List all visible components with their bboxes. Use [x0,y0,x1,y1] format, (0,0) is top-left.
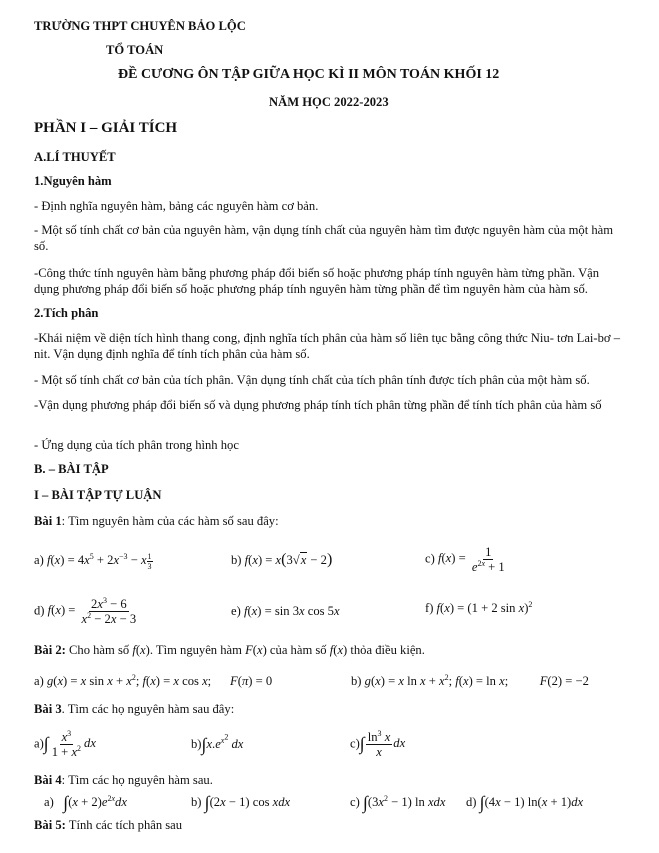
formula: g(x) = x $\ln x + x^2$; f(x) = ln x; F(2) = −2 [364,672,589,688]
bai1-item-f [425,601,532,616]
bai2-text-2: . Tìm nguyên hàm [149,643,246,657]
formula: $\int x.e^{x^2}$ dx [201,732,244,755]
bai2-text-3: của hàm số [266,643,330,657]
bai4-item-a [44,792,127,813]
bai2-heading: Bài 2: Cho hàm số f(x). Tìm nguyên hàm F(x) của hàm số f(x) thỏa điều kiện. [34,643,425,657]
item-label: f) [425,601,434,615]
item-label: c) [425,551,435,566]
exercises-title: B. – BÀI TẬP [34,462,109,476]
bai3-item-a [34,730,96,759]
item-label: b) [191,737,202,751]
formula: ∫(4x − 1) ln(x + 1)dx [479,792,584,813]
formula: $\int(x + 2)e^{2x}dx$ [63,792,127,813]
department-name: TỔ TOÁN [106,43,164,57]
bai1-heading [34,514,279,529]
bai1-label: Bài 1 [34,514,62,528]
formula: g(x) = x $\sin x + x^2$; f(x) = x cos x; F(π) = 0 [46,672,273,688]
bai2-item-a [34,674,272,689]
section2-paragraph-3: -Vận dụng phương pháp đổi biến số và dụng phương pháp tính tích phân từng phần để tính tích phân của hàm số [34,398,602,412]
item-label: e) [231,604,241,618]
item-label: b) [191,795,202,809]
formula: ∫ $\frac{\ln^3 x}{x}$ dx [359,728,406,759]
section2-paragraph-1: -Khái niệm về diện tích hình thang cong, định nghĩa tích phân của hàm số liên tục bằng công thức Niu- tơn Lai-bơ – nit. Vận dụng định nghĩa để tính tích phân của hàm số. [34,331,621,361]
item-label: a) [34,736,44,751]
item-label: b) [351,674,362,688]
bai4-text: : Tìm các họ nguyên hàm sau. [61,773,213,787]
formula: ∫ $\frac{x^3}{1 + x^2}$ dx [43,728,96,759]
section1-paragraph-1: - Định nghĩa nguyên hàm, bảng các nguyên hàm cơ bản. [34,199,319,213]
section2-paragraph-2: - Một số tính chất cơ bản của tích phân. Vận dụng tính chất của tích phân tính được tích phân của một hàm số. [34,373,590,387]
essay-exercises-title: I – BÀI TẬP TỰ LUẬN [34,488,162,502]
item-label: d) [466,795,477,809]
document-title: ĐỀ CƯƠNG ÔN TẬP GIỮA HỌC KÌ II MÔN TOÁN KHỐI 12 [118,67,500,82]
formula: f(x) = x(3√x − 2) [244,551,333,568]
part1-title: PHẦN I – GIẢI TÍCH [34,120,178,136]
bai3-item-b [191,732,244,755]
item-label: a) [34,553,44,568]
section2-title: 2.Tích phân [34,306,99,320]
bai1-item-c [425,545,508,574]
bai4-item-c [350,792,446,813]
item-label: a) [34,674,44,688]
bai1-item-e [231,604,340,619]
item-label: d) [34,603,45,618]
theory-title: A.LÍ THUYẾT [34,150,116,164]
bai3-item-c [350,730,405,759]
section1-paragraph-3: -Công thức tính nguyên hàm bằng phương pháp đổi biến số hoặc phương pháp tính nguyên hàm từng phần. Vận dụng phương pháp đổi biến số hoặc phương pháp tính nguyên hàm từng phần để tìm nguyên hàm của hàm số. [34,266,600,296]
bai3-heading [34,702,234,717]
formula: $\int(3x^2 - 1)$ ln xdx [362,792,446,813]
bai3-text: . Tìm các họ nguyên hàm sau đây: [61,702,235,716]
item-label: c) [350,795,360,809]
bai2-label: Bài 2: [34,643,66,657]
bai1-item-b [231,552,332,568]
bai4-label: Bài 4 [34,773,62,787]
bai4-item-b [191,792,291,813]
bai5-heading [34,818,182,833]
bai4-heading [34,773,213,788]
formula: f(x) = (1 + 2 sin x)$^2$ [436,599,533,615]
item-label: b) [231,553,242,567]
bai1-item-d [34,597,139,626]
bai1-text: : Tìm nguyên hàm của các hàm số sau đây: [61,514,279,528]
school-year: NĂM HỌC 2022-2023 [269,95,389,109]
bai5-label: Bài 5: [34,818,66,832]
bai2-text-1: Cho hàm số [65,643,133,657]
bai3-label: Bài 3 [34,702,62,716]
bai1-item-a [34,552,153,571]
formula: f(x) = $\frac{2x^3 - 6}{x^2 - 2x - 3}$ [47,595,137,626]
item-label: a) [44,795,54,809]
school-name: TRƯỜNG THPT CHUYÊN BẢO LỘC [34,19,246,33]
bai2-text-4: thỏa điều kiện. [347,643,425,657]
bai2-item-b [351,674,589,689]
formula: f(x) = $\frac{1}{e^{2x} + 1}$ [437,545,505,574]
section1-title: 1.Nguyên hàm [34,174,112,188]
item-label: c) [350,736,360,751]
bai4-item-d [466,792,584,813]
formula: $f(x) = 4x^5 + 2x^{-3} - x$ $\frac{1}{3}$ [46,552,152,571]
section1-paragraph-2: - Một số tính chất cơ bản của nguyên hàm, vận dụng tính chất của nguyên hàm tìm được nguyên hàm của một hàm số. [34,223,614,253]
formula: f(x) = sin 3x cos 5x [243,604,340,618]
section2-paragraph-4: - Ứng dụng của tích phân trong hình học [34,438,239,452]
formula: ∫(2x − 1) cos xdx [204,792,291,813]
bai5-text: Tính các tích phân sau [65,818,183,832]
